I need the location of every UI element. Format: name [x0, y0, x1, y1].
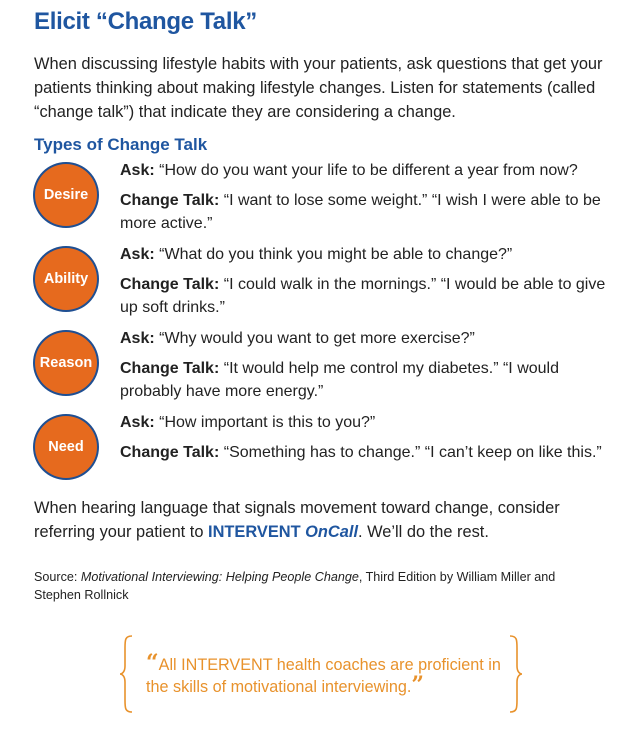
reason-ask	[120, 327, 610, 350]
reason-qa	[120, 327, 610, 403]
ask-label: Ask:	[120, 246, 155, 263]
ask-label: Ask:	[120, 330, 155, 347]
ability-talk-text: “I could walk in the mornings.” “I would be able to give up soft drinks.”	[120, 276, 606, 316]
intro-paragraph: When discussing lifestyle habits with your patients, ask questions that get your patients thinking about making lifestyle changes. Listen for statements (called “change talk”) that indicate they are considering a change.	[34, 55, 603, 121]
source-book-title: Motivational Interviewing: Helping People Change	[80, 570, 359, 584]
page-title: Elicit “Change Talk”	[34, 8, 257, 35]
left-brace-icon	[118, 634, 136, 714]
need-talk-text: “Something has to change.” “I can’t keep on like this.”	[223, 444, 602, 461]
ability-ask-text: “What do you think you might be able to change?”	[159, 246, 513, 263]
reason-ask-text: “Why would you want to get more exercise?”	[159, 330, 475, 347]
reason-talk-text: “It would help me control my diabetes.” “I would probably have more energy.”	[120, 360, 559, 400]
change-type-reason	[34, 330, 614, 410]
source-prefix: Source:	[34, 570, 81, 584]
close-quote-icon: ”	[411, 672, 425, 698]
brand-name: INTERVENT	[208, 523, 301, 541]
pull-quote	[118, 634, 524, 714]
referral-paragraph	[34, 496, 614, 544]
section-heading: Types of Change Talk	[34, 135, 208, 154]
need-talk	[120, 441, 610, 464]
need-ask	[120, 411, 610, 434]
desire-talk-text: “I want to lose some weight.” “I wish I were able to be more active.”	[120, 192, 601, 232]
talk-label: Change Talk:	[120, 192, 220, 209]
change-type-desire	[34, 162, 614, 242]
need-ask-text: “How important is this to you?”	[159, 414, 376, 431]
referral-text-end: . We’ll do the rest.	[358, 523, 489, 541]
desire-badge: Desire	[35, 164, 97, 226]
open-quote-icon: “	[146, 650, 159, 676]
ask-label: Ask:	[120, 414, 155, 431]
ability-badge: Ability	[35, 248, 97, 310]
need-badge: Need	[35, 416, 97, 478]
ask-label: Ask:	[120, 162, 155, 179]
desire-talk	[120, 189, 610, 235]
ability-qa	[120, 243, 610, 319]
need-qa	[120, 411, 610, 464]
ability-ask	[120, 243, 610, 266]
quote-body: All INTERVENT health coaches are proficient in the skills of motivational interviewing.	[146, 656, 501, 696]
desire-ask	[120, 159, 610, 182]
intervent-oncall-brand	[208, 523, 358, 541]
brand-oncall: OnCall	[305, 523, 358, 541]
source-citation	[34, 568, 594, 604]
ability-talk	[120, 273, 610, 319]
reason-badge: Reason	[35, 332, 97, 394]
referral-text: When hearing language that signals movement toward change, consider referring your patient to	[34, 499, 560, 541]
change-type-ability	[34, 246, 614, 326]
desire-ask-text: “How do you want your life to be different a year from now?	[159, 162, 578, 179]
right-brace-icon	[506, 634, 524, 714]
talk-label: Change Talk:	[120, 276, 220, 293]
talk-label: Change Talk:	[120, 444, 220, 461]
desire-qa	[120, 159, 610, 235]
change-type-need	[34, 414, 614, 494]
talk-label: Change Talk:	[120, 360, 220, 377]
reason-talk	[120, 357, 610, 403]
quote-text	[146, 650, 506, 698]
source-suffix: , Third Edition by William Miller and Stephen Rollnick	[34, 570, 556, 602]
